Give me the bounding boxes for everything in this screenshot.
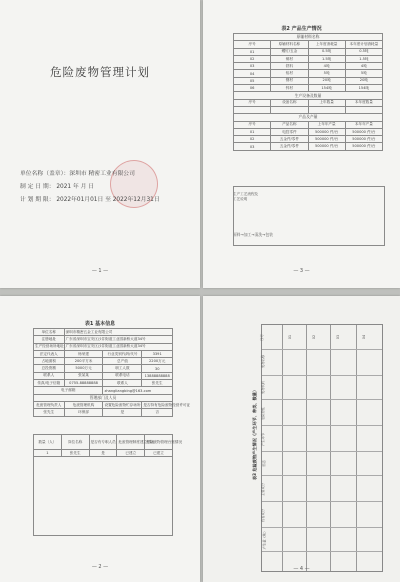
field-label: 总投资额 xyxy=(34,365,65,372)
cover-page xyxy=(0,0,200,288)
grid-line xyxy=(262,475,382,476)
table-title: 表3 危险废物产生情况（产生环节、种类、数量） xyxy=(252,387,257,481)
table-cell: 154吨 xyxy=(308,85,345,92)
section-products: 产品及产量 xyxy=(234,114,383,121)
field-value: zhangliangbing@163.com xyxy=(103,387,173,394)
page-number: — 1 — xyxy=(91,268,109,274)
table-cell: 0.5吨 xyxy=(308,48,345,55)
date-line: 制 定 日 期： 2021 年 月 日 xyxy=(20,184,95,190)
table-cell: 张先生 xyxy=(61,450,89,457)
table-cell: 1.5吨 xyxy=(345,55,382,62)
header-cell: 上年数量 xyxy=(308,99,345,106)
field-label: 法定代表人 xyxy=(34,350,65,357)
table-cell: 20吨 xyxy=(345,77,382,84)
field-value: 0755-88888888 xyxy=(64,380,103,387)
table-cell: 张先生 xyxy=(34,409,65,416)
field-value: 张某某 xyxy=(64,372,103,379)
table-cell: 02 xyxy=(234,136,271,143)
process-side-label: 生产工艺流程及工艺说明 xyxy=(233,192,259,201)
table-cell: 03 xyxy=(234,63,271,70)
table-cell: 4吨 xyxy=(308,63,345,70)
grid-line xyxy=(330,325,331,571)
table-cell: 0.5吨 xyxy=(345,48,382,55)
table-cell: 铁料 xyxy=(271,63,308,70)
table-cell: 500000 件/台 xyxy=(345,136,382,143)
table-cell: 20吨 xyxy=(308,77,345,84)
column-label: 形态 xyxy=(261,460,266,467)
grid-line xyxy=(262,551,382,552)
column-label: 主要成分 xyxy=(261,482,266,497)
grid-line xyxy=(262,349,382,350)
field-label: 联系人 xyxy=(34,372,65,379)
table-cell: 03 xyxy=(234,143,271,150)
header-cell: 序号 xyxy=(234,41,271,48)
field-label: 传真/电子信箱 xyxy=(34,380,65,387)
empty-cell xyxy=(234,106,271,113)
production-table xyxy=(233,33,383,151)
section-management: 管理部门及人员 xyxy=(34,394,173,401)
header-cell: 原辅材料名称 xyxy=(271,41,308,48)
field-value: 广东省深圳市宝安区沙井街道工业园新桥大道34号 xyxy=(64,336,172,343)
field-value: 深圳市精密五金工业有限公司 xyxy=(64,329,172,336)
table-cell: 04 xyxy=(234,70,271,77)
page-number: — 4 — xyxy=(293,566,310,572)
header-cell: 设置危险废物贮存场所 xyxy=(103,401,142,408)
rotated-table-area xyxy=(227,306,377,568)
header-cell: 岗位名称 xyxy=(61,435,89,450)
row-label: 01 xyxy=(288,334,293,340)
table-cell: 已建立 xyxy=(145,450,173,457)
field-value: 30 xyxy=(142,365,173,372)
row-label: 03 xyxy=(336,334,341,340)
production-page xyxy=(203,0,400,288)
table-cell: 五金件/零件 xyxy=(271,136,308,143)
column-label: 废物代码 xyxy=(261,380,266,395)
grid-line xyxy=(306,325,307,571)
header-cell: 序号 xyxy=(234,121,271,128)
grid-line xyxy=(262,451,382,452)
table-cell: 1.5吨 xyxy=(308,55,345,62)
field-label: 生产经营场所地址 xyxy=(34,343,65,350)
page-number: — 2 — xyxy=(91,564,109,570)
field-value: 杨荣建 xyxy=(64,350,103,357)
table-cell: 铝材 xyxy=(271,70,308,77)
header-cell: 设备名称 xyxy=(271,99,308,106)
grid-line xyxy=(262,375,382,376)
header-cell: 是否持有危险废物经营许可证 xyxy=(142,401,173,408)
table-cell: 螺钉/五金 xyxy=(271,48,308,55)
field-label: 总产值 xyxy=(103,358,142,365)
table-title: 表1 基本信息 xyxy=(84,321,116,327)
grid-line xyxy=(262,399,382,400)
table-title: 表2 产品生产情况 xyxy=(281,26,322,32)
table-cell: 500000 件/台 xyxy=(308,143,345,150)
column-label: 有害成分 xyxy=(261,508,266,523)
basic-info-page xyxy=(0,296,200,582)
grid-line xyxy=(262,527,382,528)
field-label: 占地面积 xyxy=(34,358,65,365)
table-cell: 01 xyxy=(234,48,271,55)
field-label: 职工人数 xyxy=(103,365,142,372)
table-cell: 否 xyxy=(142,409,173,416)
waste-table-grid xyxy=(261,324,383,572)
header-cell: 是否有专职人员 xyxy=(89,435,117,450)
page-number: — 3 — xyxy=(293,268,310,274)
column-label: 产生量（吨） xyxy=(262,529,267,550)
table-cell: 154吨 xyxy=(345,85,382,92)
personnel-table xyxy=(33,434,183,536)
header-cell: 上年年产量 xyxy=(308,121,345,128)
header-cell: 危废管理机构 xyxy=(64,401,103,408)
table-cell: 01 xyxy=(234,128,271,135)
grid-line xyxy=(262,425,382,426)
field-label: 电子邮箱 xyxy=(34,387,103,394)
header-cell: 本年度数量 xyxy=(345,99,382,106)
table-cell: 500000 件/台 xyxy=(308,128,345,135)
field-label: 行业类别代码/代号 xyxy=(103,350,142,357)
waste-generation-page xyxy=(203,296,400,582)
section-raw-materials: 原辅材料名称 xyxy=(234,34,383,41)
field-value: 广东省深圳市宝安区沙井街道工业园新桥大道34号 xyxy=(64,343,172,350)
process-box xyxy=(233,186,385,246)
row-label: 04 xyxy=(362,334,367,340)
empty-cell xyxy=(345,106,382,113)
table-cell: 钢材 xyxy=(271,77,308,84)
table-cell: 500000 件/台 xyxy=(345,143,382,150)
table-cell: 5吨 xyxy=(308,70,345,77)
grid-line xyxy=(282,325,283,571)
table-cell: 02 xyxy=(234,55,271,62)
header-cell: 上年度消耗量 xyxy=(308,41,345,48)
table-cell: 4吨 xyxy=(345,63,382,70)
section-equipment: 生产设备及数量 xyxy=(234,92,383,99)
field-value: 张先生 xyxy=(142,380,173,387)
field-label: 联系人 xyxy=(103,380,142,387)
column-label: 危险特性 xyxy=(261,406,266,421)
field-label: 注册地址 xyxy=(34,336,65,343)
table-cell: 电控零件 xyxy=(271,128,308,135)
header-cell: 产品名称 xyxy=(271,121,308,128)
process-description: 原料→加工→清洗→包装 xyxy=(233,232,273,237)
empty-cell xyxy=(271,106,308,113)
header-cell: 本年度计划消耗量 xyxy=(345,41,382,48)
header-cell: 数量（人） xyxy=(34,435,62,450)
table-cell: 5吨 xyxy=(345,70,382,77)
header-cell: 危废管理制度建立情况 xyxy=(117,435,145,450)
field-value: 2200万元 xyxy=(142,358,173,365)
cover-details xyxy=(20,168,160,207)
grid-line xyxy=(262,501,382,502)
header-cell: 序号 xyxy=(234,99,271,106)
column-label: 废物名称 xyxy=(261,354,266,369)
table-cell: 铜材 xyxy=(271,55,308,62)
table-cell: 已建立 xyxy=(117,450,145,457)
table-cell: 五金件/零件 xyxy=(271,143,308,150)
grid-line xyxy=(356,325,357,571)
field-label: 单位名称 xyxy=(34,329,65,336)
header-cell: 危废管理负责人 xyxy=(34,401,65,408)
table-cell: 05 xyxy=(234,77,271,84)
header-cell: 本年年产量 xyxy=(345,121,382,128)
table-cell: 1 xyxy=(34,450,62,457)
table-cell: 锌材 xyxy=(271,85,308,92)
table-cell: 是 xyxy=(89,450,117,457)
table-cell: 500000 件/台 xyxy=(308,136,345,143)
cover-title: 危险废物管理计划 xyxy=(50,65,150,79)
column-label: 序号 xyxy=(259,334,264,341)
field-label: 联系电话 xyxy=(103,372,142,379)
field-value: 3391 xyxy=(142,350,173,357)
field-value: 5000万元 xyxy=(64,365,103,372)
table-cell: 06 xyxy=(234,85,271,92)
unit-name-line: 单位名称（盖章）：深圳市 精密工业有限公司 xyxy=(20,171,135,177)
period-line: 计 划 期 限： 2022年01月01日 至 2022年12月31日 xyxy=(20,197,160,203)
empty-cell xyxy=(34,457,173,536)
table-cell: 500000 件/台 xyxy=(345,128,382,135)
column-label: 产生环节 xyxy=(261,432,266,447)
empty-cell xyxy=(308,106,345,113)
table-cell: 是 xyxy=(103,409,142,416)
basic-info-table xyxy=(33,328,191,417)
field-value: 13888888888 xyxy=(142,372,173,379)
table-cell: 环保部 xyxy=(64,409,103,416)
header-cell: 危险废物管理台账情况 xyxy=(145,435,173,450)
row-label: 02 xyxy=(312,334,317,340)
field-value: 200平方米 xyxy=(64,358,103,365)
